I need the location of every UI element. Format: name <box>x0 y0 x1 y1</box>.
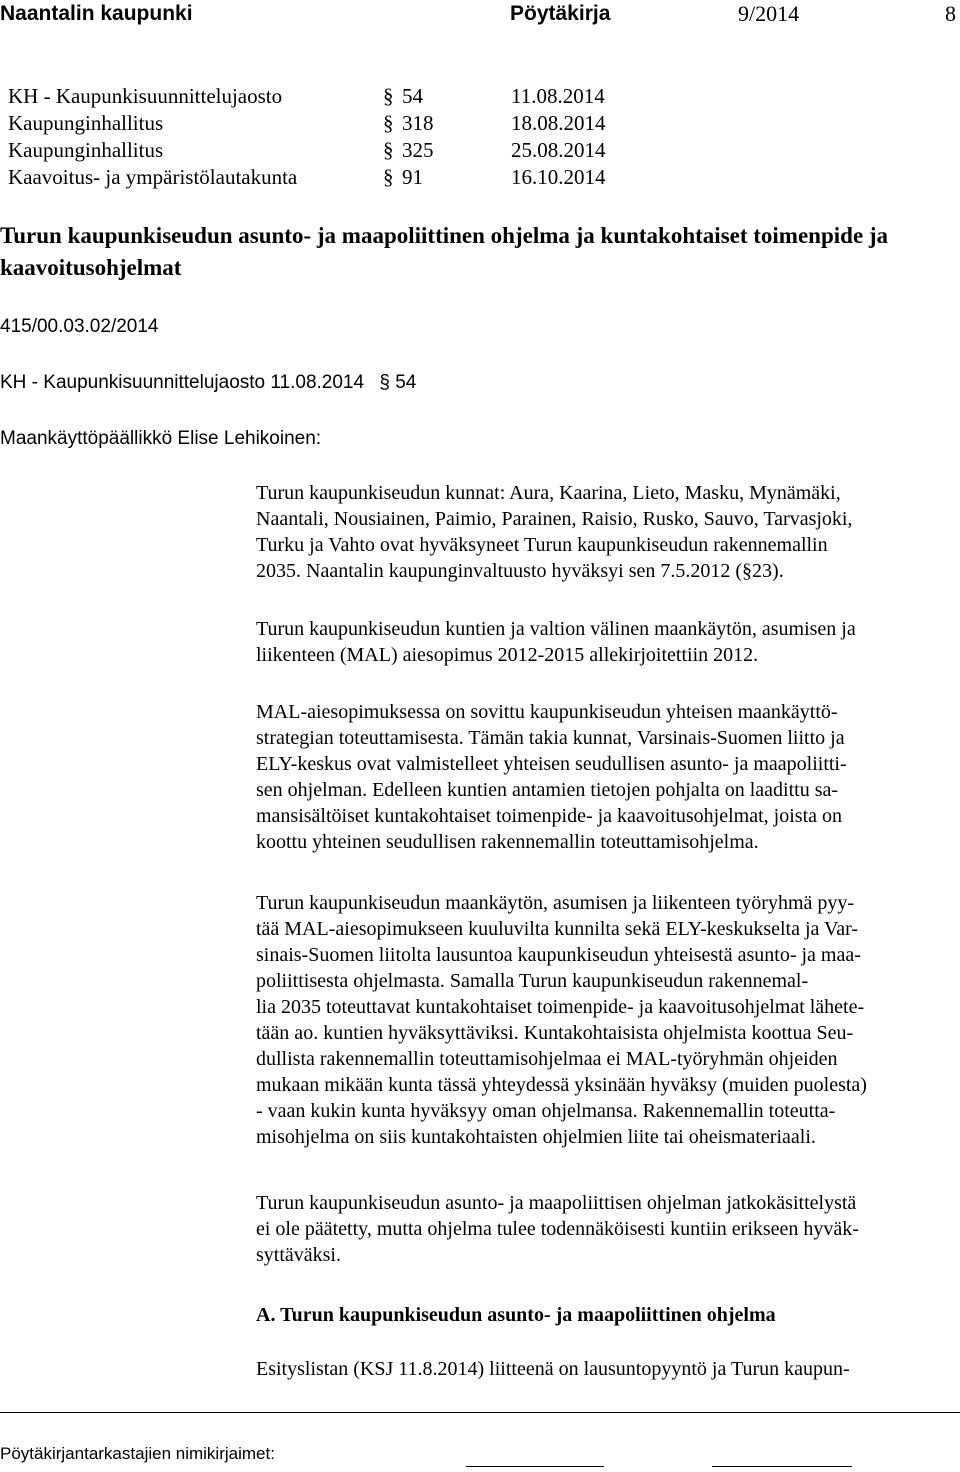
signature-line <box>712 1466 852 1467</box>
paragraph-line: - vaan kukin kunta hyväksyy oman ohjelmansa. Rakennemallin toteutta- <box>256 1100 836 1122</box>
last-line: Esityslistan (KSJ 11.8.2014) liitteenä on lausuntopyyntö ja Turun kaupun- <box>256 1358 850 1380</box>
paragraph-line: lia 2035 toteuttavat kuntakohtaiset toimenpide- ja kaavoitusohjelmat lähete- <box>256 996 865 1018</box>
paragraph-line: Turun kaupunkiseudun asunto- ja maapoliittisen ohjelman jatkokäsittelystä <box>256 1192 857 1214</box>
speaker: Maankäyttöpäällikkö Elise Lehikoinen: <box>0 428 322 449</box>
paragraph <box>256 480 956 584</box>
paragraph-line: Turku ja Vahto ovat hyväksyneet Turun kaupunkiseudun rakennemallin <box>256 534 828 556</box>
paragraph-line: dullista rakennemallin toteuttamisohjelmaa ei MAL-työryhmän ohjeiden <box>256 1048 838 1070</box>
signature-line <box>466 1466 604 1467</box>
body-date: 16.10.2014 <box>511 165 606 189</box>
paragraph <box>256 616 956 668</box>
paragraph-line: 2035. Naantalin kaupunginvaltuusto hyväksyi sen 7.5.2012 (§23). <box>256 560 784 582</box>
body-name: Kaupunginhallitus <box>8 111 164 135</box>
section-a-title: A. Turun kaupunkiseudun asunto- ja maapoliittinen ohjelma <box>256 1304 776 1326</box>
paragraph-line: poliittisesta ohjelmasta. Samalla Turun kaupunkiseudun rakennemal- <box>256 970 809 992</box>
paragraph-line: ei ole päätetty, mutta ohjelma tulee todennäköisesti kuntiin erikseen hyväk- <box>256 1218 859 1240</box>
footer-label: Pöytäkirjantarkastajien nimikirjaimet: <box>0 1444 275 1463</box>
paragraph-line: syttäväksi. <box>256 1244 341 1266</box>
paragraph-line: liikenteen (MAL) aiesopimus 2012-2015 allekirjoitettiin 2012. <box>256 644 759 666</box>
paragraph-line: tään ao. kuntien hyväksyttäviksi. Kuntakohtaisista ohjelmista koottua Seu- <box>256 1022 854 1044</box>
header-doc-type: Pöytäkirja <box>510 2 611 25</box>
paragraph-line: sen ohjelman. Edelleen kuntien antamien tietojen pohjalta on laadittu sa- <box>256 779 839 801</box>
body-date: 11.08.2014 <box>511 84 605 108</box>
body-section-number: 325 <box>402 138 434 162</box>
paragraph-line: Turun kaupunkiseudun maankäytön, asumisen ja liikenteen työryhmä pyy- <box>256 892 855 914</box>
meeting-section: § 54 <box>379 372 417 393</box>
header-issue: 9/2014 <box>738 1 800 26</box>
paragraph <box>256 699 956 855</box>
section-sign: § <box>383 165 394 189</box>
paragraph <box>256 890 956 1150</box>
paragraph-line: Turun kaupunkiseudun kuntien ja valtion välinen maankäytön, asumisen ja <box>256 618 856 640</box>
body-section-number: 318 <box>402 111 434 135</box>
document-title: Turun kaupunkiseudun asunto- ja maapoliittinen ohjelma ja kuntakohtaiset toimenpide ja kaavoitusohjelmat <box>0 223 889 280</box>
paragraph-line: tää MAL-aiesopimukseen kuuluvilta kunnilta sekä ELY-keskukselta ja Var- <box>256 918 859 940</box>
paragraph-line: sinais-Suomen liitolta lausuntoa kaupunkiseudun yhteisestä asunto- ja maa- <box>256 944 861 966</box>
record-number: 415/00.03.02/2014 <box>0 316 159 337</box>
paragraph <box>256 1190 956 1268</box>
body-section-number: 91 <box>402 165 423 189</box>
paragraph-line: Naantali, Nousiainen, Paimio, Parainen, Raisio, Rusko, Sauvo, Tarvasjoki, <box>256 508 853 530</box>
footer-divider <box>0 1412 960 1413</box>
section-sign: § <box>383 138 394 162</box>
body-name: Kaavoitus- ja ympäristölautakunta <box>8 165 298 189</box>
paragraph-line: Turun kaupunkiseudun kunnat: Aura, Kaarina, Lieto, Masku, Mynämäki, <box>256 482 841 504</box>
paragraph-line: misohjelma on siis kuntakohtaisten ohjelmien liite tai oheismateriaali. <box>256 1126 816 1148</box>
meeting-body-date: KH - Kaupunkisuunnittelujaosto 11.08.2014 <box>0 372 365 393</box>
header-city: Naantalin kaupunki <box>0 2 193 25</box>
body-name: Kaupunginhallitus <box>8 138 164 162</box>
section-sign: § <box>383 111 394 135</box>
paragraph-line: mukaan mikään kunta tässä yhteydessä yksinään hyväksy (muiden puolesta) <box>256 1074 867 1096</box>
paragraph-line: strategian toteuttamisesta. Tämän takia kunnat, Varsinais-Suomen liitto ja <box>256 727 845 749</box>
paragraph-line: ELY-keskus ovat valmistelleet yhteisen seudullisen asunto- ja maapoliitti- <box>256 753 847 775</box>
body-name: KH - Kaupunkisuunnittelujaosto <box>8 84 283 108</box>
header-page-number: 8 <box>945 1 956 26</box>
paragraph-line: mansisältöiset kuntakohtaiset toimenpide- ja kaavoitusohjelmat, joista on <box>256 805 842 827</box>
body-section-number: 54 <box>402 84 423 108</box>
paragraph-line: koottu yhteinen seudullisen rakennemallin toteuttamisohjelma. <box>256 831 759 853</box>
body-date: 25.08.2014 <box>511 138 606 162</box>
meeting-line <box>0 370 416 396</box>
body-date: 18.08.2014 <box>511 111 606 135</box>
paragraph-line: MAL-aiesopimuksessa on sovittu kaupunkiseudun yhteisen maankäyttö- <box>256 701 838 723</box>
section-sign: § <box>383 84 394 108</box>
